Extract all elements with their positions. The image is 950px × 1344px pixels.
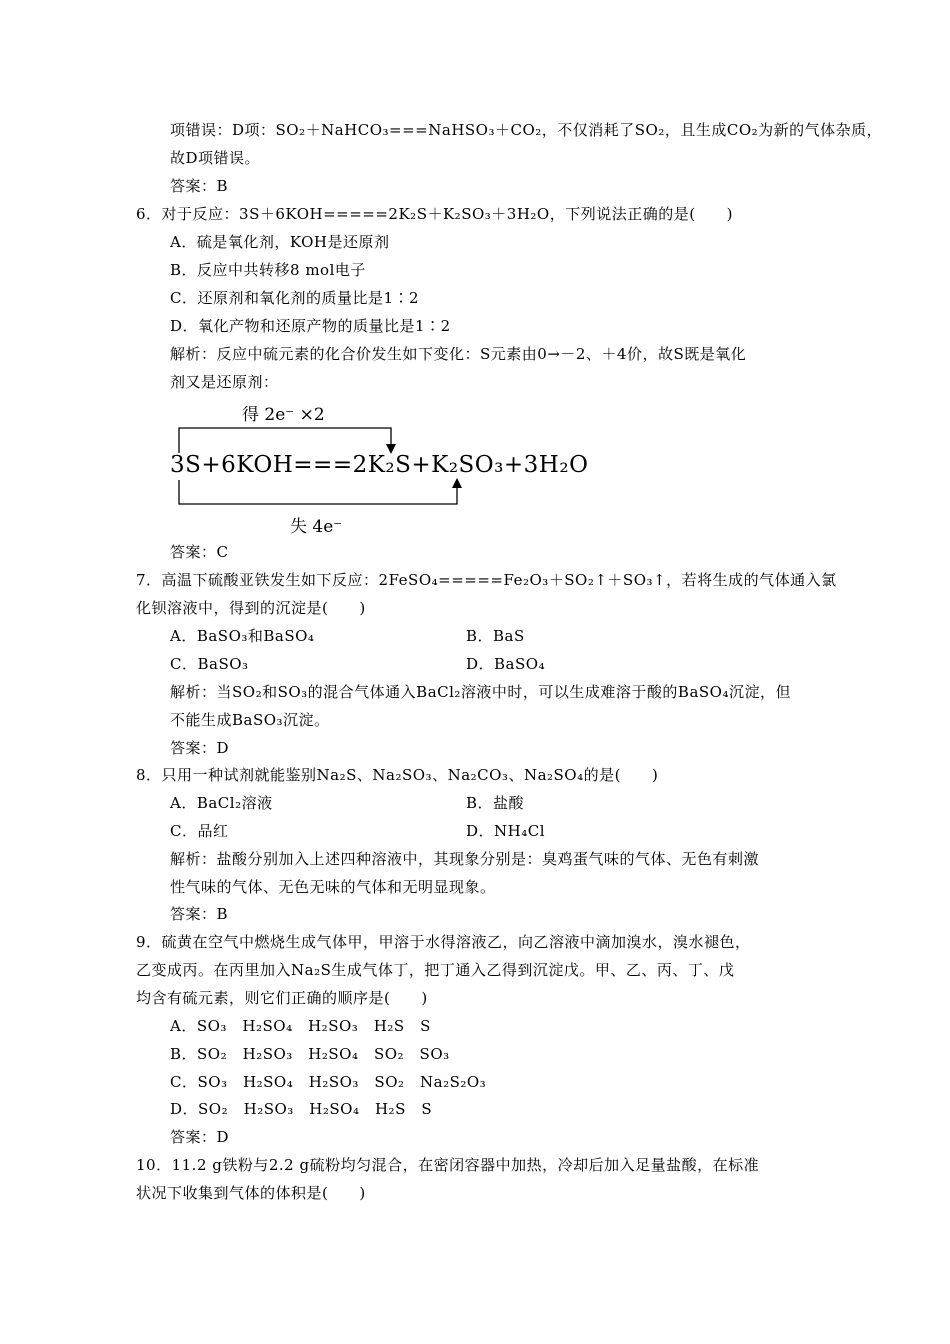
analysis-line: 解析：当SO₂和SO₃的混合气体通入BaCl₂溶液中时，可以生成难溶于酸的BaSO₄沉淀，但 bbox=[170, 683, 791, 701]
option: B．SO₂ H₂SO₃ H₂SO₄ SO₂ SO₃ bbox=[170, 1045, 450, 1063]
answer-line: 答案：B bbox=[170, 177, 229, 195]
question-8-stem: 8．只用一种试剂就能鉴别Na₂S、Na₂SO₃、Na₂CO₃、Na₂SO₄的是( ) bbox=[136, 766, 659, 784]
loss-electrons-label: 失 4e⁻ bbox=[290, 517, 343, 537]
analysis-line: 性气味的气体、无色无味的气体和无明显现象。 bbox=[170, 878, 496, 896]
option: D．BaSO₄ bbox=[466, 655, 546, 673]
chemical-equation: 3S+6KOH===2K₂S+K₂SO₃+3H₂O bbox=[170, 452, 589, 478]
answer-line: 答案：D bbox=[170, 1128, 230, 1146]
analysis-line: 解析：反应中硫元素的化合价发生如下变化：S元素由0→－2、＋4价，故S既是氧化 bbox=[170, 345, 747, 363]
electron-transfer-diagram bbox=[170, 398, 600, 538]
option: A．BaSO₃和BaSO₄ bbox=[170, 627, 315, 645]
gain-electrons-label: 得 2e⁻ ×2 bbox=[242, 405, 325, 425]
question-10-stem: 状况下收集到气体的体积是( ) bbox=[136, 1184, 366, 1202]
loss-arrowhead bbox=[452, 478, 462, 488]
option: D．SO₂ H₂SO₃ H₂SO₄ H₂S S bbox=[170, 1100, 433, 1118]
loss-bracket bbox=[179, 480, 457, 504]
option: A．硫是氧化剂，KOH是还原剂 bbox=[170, 233, 390, 251]
answer-line: 答案：B bbox=[170, 905, 229, 923]
analysis-line: 解析：盐酸分别加入上述四种溶液中，其现象分别是：臭鸡蛋气味的气体、无色有刺激 bbox=[170, 850, 760, 868]
option: C．品红 bbox=[170, 822, 229, 840]
option: A．BaCl₂溶液 bbox=[170, 794, 273, 812]
option: D．氧化产物和还原产物的质量比是1∶2 bbox=[170, 317, 451, 335]
option: C．SO₃ H₂SO₄ H₂SO₃ SO₂ Na₂S₂O₃ bbox=[170, 1073, 487, 1091]
option: D．NH₄Cl bbox=[466, 822, 546, 840]
analysis-line: 剂又是还原剂： bbox=[170, 373, 279, 391]
option: B．反应中共转移8 mol电子 bbox=[170, 261, 366, 279]
question-7-stem: 7．高温下硫酸亚铁发生如下反应：2FeSO₄=====Fe₂O₃＋SO₂↑＋SO₃↑，若将生成的气体通入氯 bbox=[136, 571, 837, 589]
question-6-stem: 6．对于反应：3S＋6KOH=====2K₂S＋K₂SO₃＋3H₂O，下列说法正确的是( ) bbox=[136, 205, 733, 223]
option: C．BaSO₃ bbox=[170, 655, 249, 673]
option: B．盐酸 bbox=[466, 794, 525, 812]
question-7-stem: 化钡溶液中，得到的沉淀是( ) bbox=[136, 599, 366, 617]
analysis-line: 不能生成BaSO₃沉淀。 bbox=[170, 711, 330, 729]
option: B．BaS bbox=[466, 627, 525, 645]
question-9-stem: 均含有硫元素，则它们正确的顺序是( ) bbox=[136, 989, 428, 1007]
text-line: 故D项错误。 bbox=[170, 149, 261, 167]
answer-line: 答案：D bbox=[170, 739, 230, 757]
question-9-stem: 9．硫黄在空气中燃烧生成气体甲，甲溶于水得溶液乙，向乙溶液中滴加溴水，溴水褪色， bbox=[136, 933, 751, 951]
answer-line: 答案：C bbox=[170, 543, 229, 561]
gain-bracket bbox=[179, 428, 391, 453]
option: A．SO₃ H₂SO₄ H₂SO₃ H₂S S bbox=[170, 1017, 431, 1035]
option: C．还原剂和氧化剂的质量比是1∶2 bbox=[170, 289, 420, 307]
text-line: 项错误：D项：SO₂＋NaHCO₃===NaHSO₃＋CO₂，不仅消耗了SO₂，且生成CO₂为新的气体杂质， bbox=[170, 121, 883, 139]
question-10-stem: 10．11.2 g铁粉与2.2 g硫粉均匀混合，在密闭容器中加热，冷却后加入足量盐酸，在标准 bbox=[136, 1156, 760, 1174]
question-9-stem: 乙变成丙。在丙里加入Na₂S生成气体丁，把丁通入乙得到沉淀戊。甲、乙、丙、丁、戊 bbox=[136, 961, 735, 979]
